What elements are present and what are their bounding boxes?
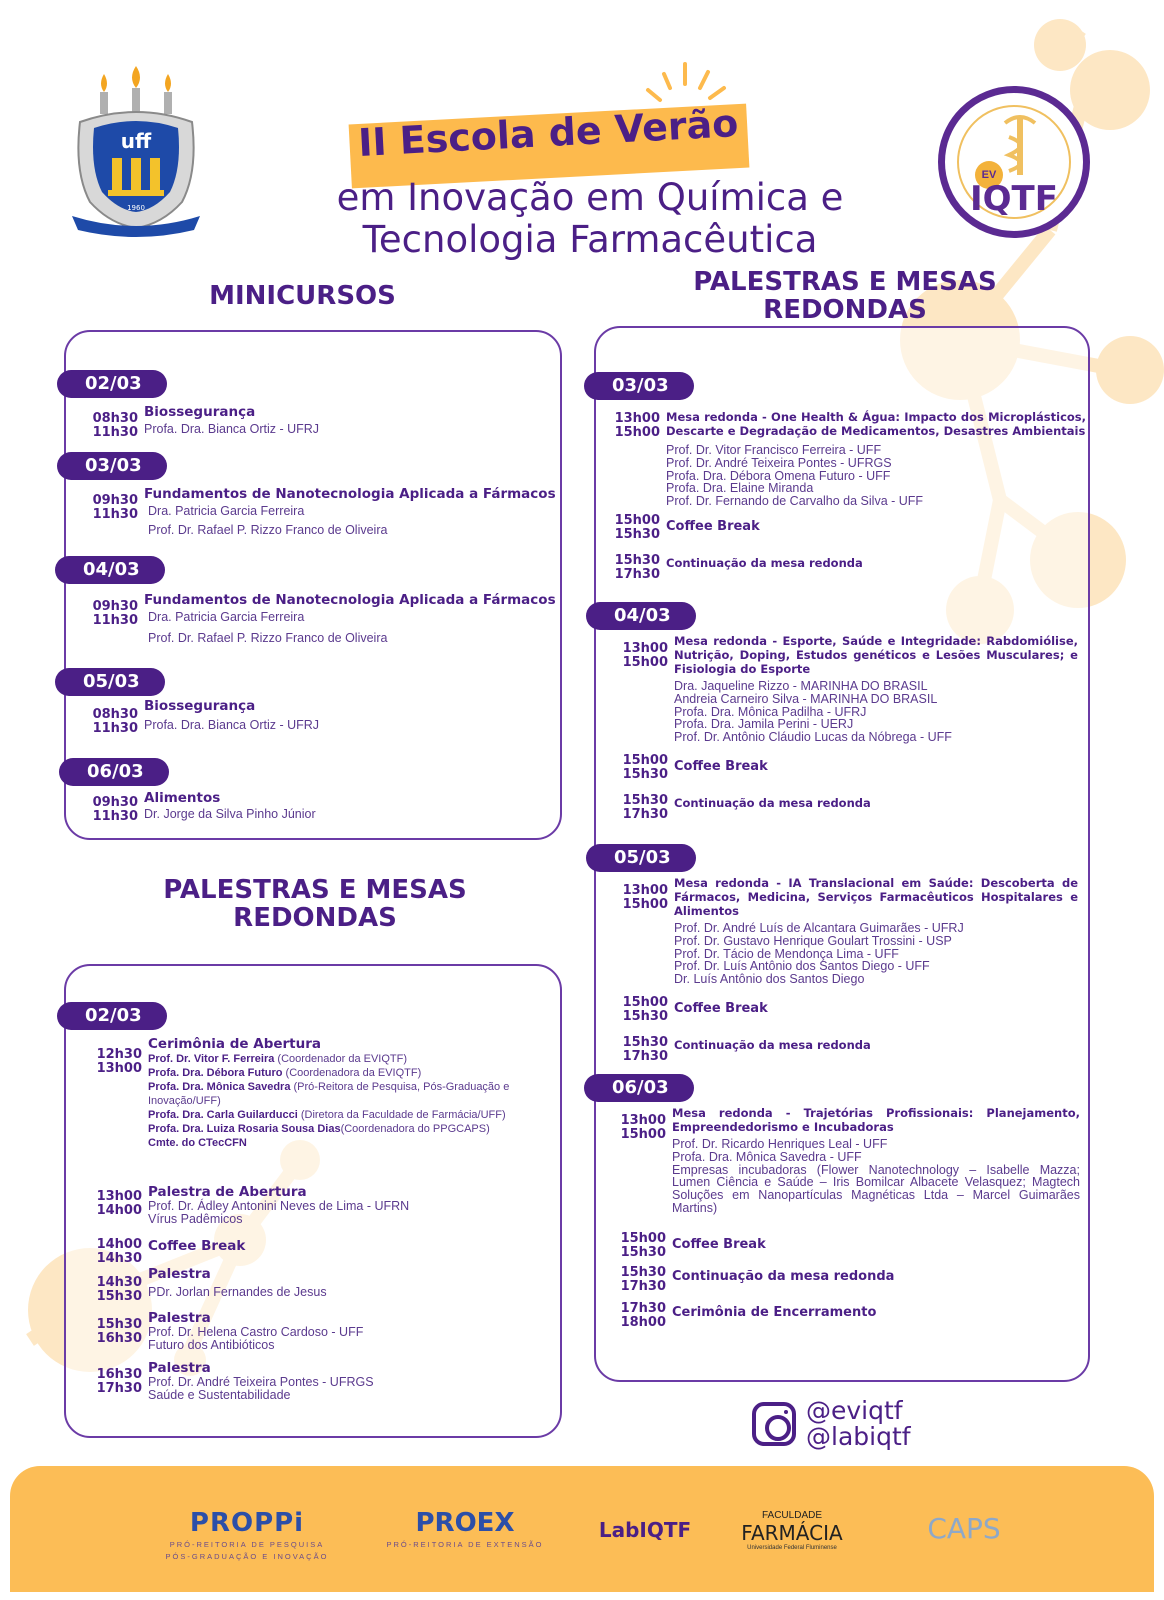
end-time: 15h30 (614, 527, 660, 542)
labiqtf-logo (590, 1518, 700, 1542)
start-time: 12h30 (96, 1047, 142, 1062)
speaker: Prof. Dr. André Luís de Alcantara Guimarães - UFRJ (674, 921, 964, 935)
palestra-line: Saúde e Sustentabilidade (148, 1388, 291, 1402)
end-time: 11h30 (92, 507, 138, 522)
proppi-name: PROPPi (189, 1508, 305, 1538)
minicurso-date-pill: 05/03 (55, 668, 165, 696)
iqtf-logo-text: IQTF (970, 179, 1058, 219)
speaker: Prof. Dr. Fernando de Carvalho da Silva - UFF (666, 494, 924, 509)
palestras-left-heading (150, 876, 480, 932)
event-title (280, 80, 900, 261)
ev-badge: EV (975, 161, 1003, 189)
end-time: 15h30 (620, 1245, 666, 1260)
proex-name: PROEX (415, 1508, 515, 1538)
speaker: Prof. Dr. Ricardo Henriques Leal - UFF (672, 1137, 888, 1151)
minicurso-date-pill: 02/03 (57, 370, 167, 398)
start-time: 15h00 (622, 995, 668, 1010)
iqtf-logo (938, 86, 1090, 238)
end-time: 17h30 (614, 567, 660, 582)
end-time: 15h00 (614, 425, 660, 440)
start-time: 17h30 (620, 1301, 666, 1316)
end-time: 15h00 (622, 655, 668, 670)
uff-logo-text: uff (120, 129, 152, 153)
social-handles (748, 1396, 968, 1452)
faculdade-farmacia-logo (732, 1510, 852, 1551)
speaker: Dr. Luís Antônio dos Santos Diego (674, 972, 865, 987)
farmacia-sub: Universidade Federal Fluminense (747, 1545, 837, 1551)
palestra-date-pill: 02/03 (57, 1002, 167, 1030)
continuation-title: Continuação da mesa redonda (674, 1038, 871, 1052)
instagram-handle-labiqtf[interactable]: @labiqtf (806, 1422, 911, 1451)
minicurso-date-pill: 06/03 (59, 758, 169, 786)
palestras-right-heading-line1: PALESTRAS E MESAS (693, 267, 997, 297)
start-time: 15h30 (614, 553, 660, 568)
speaker: Dra. Jaqueline Rizzo - MARINHA DO BRASIL (674, 679, 928, 693)
start-time: 08h30 (92, 411, 138, 426)
end-time: 15h00 (620, 1127, 666, 1142)
coffee-break-title: Coffee Break (666, 519, 760, 534)
mesa-speakers (674, 680, 1078, 744)
start-time: 14h00 (96, 1237, 142, 1252)
start-time: 16h30 (96, 1367, 142, 1382)
sponsors-footer (10, 1466, 1154, 1592)
speaker: Profa. Dra. Débora Omena Futuro - UFF (666, 468, 891, 483)
end-time: 14h00 (96, 1203, 142, 1218)
proppi-logo (162, 1508, 332, 1562)
start-time: 15h30 (96, 1317, 142, 1332)
palestra-title: Palestra (148, 1360, 211, 1376)
start-time: 09h30 (92, 795, 138, 810)
start-time: 13h00 (96, 1189, 142, 1204)
proex-subtitle: PRÓ-REITORIA DE EXTENSÃO (386, 1540, 544, 1549)
end-time: 17h30 (620, 1279, 666, 1294)
opening-person: Profa. Dra. Luiza Rosaria Sousa Dias(Coordenadora do PPGCAPS) (148, 1123, 490, 1135)
end-time: 11h30 (92, 613, 138, 628)
minicurso-instructor: Prof. Dr. Rafael P. Rizzo Franco de Oliveira (148, 631, 388, 645)
sun-icon (640, 58, 730, 108)
end-time: 11h30 (92, 809, 138, 824)
palestra-title: Palestra (148, 1310, 211, 1326)
minicurso-date-pill: 03/03 (57, 452, 167, 480)
speaker: Prof. Dr. Antônio Cláudio Lucas da Nóbrega - UFF (674, 730, 952, 745)
start-time: 15h30 (620, 1265, 666, 1280)
palestra-line: Futuro dos Antibióticos (148, 1338, 275, 1352)
instagram-icon[interactable] (752, 1402, 796, 1446)
uff-logo-year: 1960 (127, 204, 145, 212)
speaker: Prof. Dr. Tácio de Mendonça Lima - UFF (674, 946, 899, 961)
palestras-left-heading-line1: PALESTRAS E MESAS (163, 875, 467, 905)
start-time: 13h00 (614, 411, 660, 426)
palestra-date-pill: 05/03 (586, 844, 696, 872)
speaker: Andreia Carneiro Silva - MARINHA DO BRASIL (674, 691, 938, 706)
start-time: 09h30 (92, 599, 138, 614)
start-time: 13h00 (622, 883, 668, 898)
end-time: 13h00 (96, 1061, 142, 1076)
start-time: 14h30 (96, 1275, 142, 1290)
continuation-title: Continuação da mesa redonda (666, 556, 863, 570)
minicurso-instructor: Profa. Dra. Bianca Ortiz - UFRJ (144, 422, 320, 436)
palestra-date-pill: 06/03 (584, 1074, 694, 1102)
minicursos-heading: MINICURSOS (209, 281, 396, 311)
speaker: Profa. Dra. Jamila Perini - UERJ (674, 717, 854, 732)
end-time: 16h30 (96, 1331, 142, 1346)
mesa-speakers (666, 444, 1086, 508)
palestra-date-pill: 03/03 (584, 372, 694, 400)
instagram-handle-eviqtf[interactable]: @eviqtf (806, 1396, 903, 1425)
end-time: 15h30 (622, 1009, 668, 1024)
farmacia-top: FACULDADE (761, 1510, 822, 1521)
palestra-line: Prof. Dr. Helena Castro Cardoso - UFF (148, 1325, 364, 1339)
minicurso-title: Fundamentos de Nanotecnologia Aplicada a Fármacos (144, 592, 556, 608)
end-time: 17h30 (622, 807, 668, 822)
end-time: 11h30 (92, 721, 138, 736)
caps-logo (904, 1512, 1024, 1545)
title-main: II Escola de Verão (357, 101, 740, 165)
speaker: Prof. Dr. Vitor Francisco Ferreira - UFF (666, 443, 882, 457)
mesa-speakers (672, 1138, 1080, 1215)
palestra-line: Prof. Dr. André Teixeira Pontes - UFRGS (148, 1375, 374, 1389)
speaker: Prof. Dr. Luís Antônio dos Santos Diego - UFF (674, 959, 930, 974)
coffee-break-title: Coffee Break (674, 1001, 768, 1016)
proppi-subtitle2: PÓS-GRADUAÇÃO E INOVAÇÃO (165, 1552, 329, 1561)
opening-person: Profa. Dra. Débora Futuro (Coordenadora da EVIQTF) (148, 1067, 422, 1079)
start-time: 15h30 (622, 793, 668, 808)
speaker: Profa. Dra. Mônica Padilha - UFRJ (674, 704, 867, 719)
minicurso-title: Fundamentos de Nanotecnologia Aplicada a Fármacos (144, 486, 556, 502)
minicurso-instructor: Prof. Dr. Rafael P. Rizzo Franco de Oliveira (148, 523, 388, 537)
uff-logo (66, 66, 206, 241)
labiqtf-name: LabIQTF (598, 1518, 692, 1542)
palestra-line: Vírus Padêmicos (148, 1212, 243, 1226)
end-time: 17h30 (96, 1381, 142, 1396)
closing-title: Cerimônia de Encerramento (672, 1305, 877, 1320)
coffee-break-title: Coffee Break (148, 1238, 246, 1254)
opening-person: Profa. Dra. Carla Guilarducci (Diretora da Faculdade de Farmácia/UFF) (148, 1109, 506, 1121)
coffee-break-title: Coffee Break (674, 759, 768, 774)
end-time: 17h30 (622, 1049, 668, 1064)
palestra-line: PDr. Jorlan Fernandes de Jesus (148, 1285, 327, 1299)
mesa-title: Mesa redonda - Esporte, Saúde e Integridade: Rabdomiólise, Nutrição, Doping, Estudos genéticos e Lesões Musculares; e Fisiologia do Esporte (674, 634, 1078, 676)
start-time: 08h30 (92, 707, 138, 722)
palestras-left-heading-line2: REDONDAS (233, 903, 397, 933)
minicurso-title: Biossegurança (144, 698, 256, 714)
farmacia-name: FARMÁCIA (741, 1521, 843, 1545)
title-subtitle-line2: Tecnologia Farmacêutica (362, 218, 818, 261)
palestra-line: Prof. Dr. Ádley Antonini Neves de Lima - UFRN (148, 1199, 410, 1213)
end-time: 11h30 (92, 425, 138, 440)
opening-person: Prof. Dr. Vitor F. Ferreira (Coordenador da EVIQTF) (148, 1053, 408, 1065)
caps-name: CAPS (927, 1512, 1001, 1545)
palestras-right-heading (680, 268, 1010, 324)
mesa-speakers (674, 922, 1078, 986)
start-time: 15h30 (622, 1035, 668, 1050)
start-time: 15h00 (622, 753, 668, 768)
palestra-title: Palestra (148, 1266, 211, 1282)
mesa-title: Mesa redonda - One Health & Água: Impacto dos Microplásticos, Descarte e Degradação de Medicamentos, Desastres Ambientais (666, 410, 1086, 438)
end-time: 18h00 (620, 1315, 666, 1330)
minicurso-instructor: Dr. Jorge da Silva Pinho Júnior (144, 807, 316, 821)
minicurso-title: Biossegurança (144, 404, 256, 420)
start-time: 15h00 (614, 513, 660, 528)
proppi-subtitle1: PRÓ-REITORIA DE PESQUISA (169, 1540, 325, 1549)
speaker: Profa. Dra. Elaine Miranda (666, 481, 814, 496)
minicurso-instructor: Dra. Patricia Garcia Ferreira (148, 610, 305, 624)
start-time: 13h00 (622, 641, 668, 656)
palestra-date-pill: 04/03 (586, 602, 696, 630)
opening-person: Profa. Dra. Mônica Savedra (Pró-Reitora de Pesquisa, Pós-Graduação e Inovação/UFF) (148, 1081, 510, 1107)
proex-logo (380, 1508, 550, 1549)
start-time: 13h00 (620, 1113, 666, 1128)
minicurso-instructor: Profa. Dra. Bianca Ortiz - UFRJ (144, 718, 320, 732)
end-time: 14h30 (96, 1251, 142, 1266)
end-time: 15h30 (96, 1289, 142, 1304)
palestra-title: Palestra de Abertura (148, 1184, 307, 1200)
mesa-title: Mesa redonda - IA Translacional em Saúde: Descoberta de Fármacos, Medicina, Serviços Farmacêuticos Hospitalares e Alimentos (674, 876, 1078, 918)
minicurso-date-pill: 04/03 (55, 556, 165, 584)
end-time: 15h00 (622, 897, 668, 912)
speaker: Prof. Dr. André Teixeira Pontes - UFRGS (666, 455, 892, 470)
continuation-title: Continuação da mesa redonda (674, 796, 871, 810)
start-time: 09h30 (92, 493, 138, 508)
minicurso-title: Alimentos (144, 790, 221, 806)
start-time: 15h00 (620, 1231, 666, 1246)
opening-title: Cerimônia de Abertura (148, 1036, 322, 1052)
minicurso-instructor: Dra. Patricia Garcia Ferreira (148, 504, 305, 518)
speaker: Profa. Dra. Mônica Savedra - UFF (672, 1149, 862, 1164)
opening-person: Cmte. do CTecCFN (148, 1137, 247, 1149)
palestras-right-heading-line2: REDONDAS (763, 295, 927, 325)
coffee-break-title: Coffee Break (672, 1237, 766, 1252)
continuation-title: Continuação da mesa redonda (672, 1269, 895, 1284)
speaker: Empresas incubadoras (Flower Nanotechnology – Isabelle Mazza; Lumen Ciência e Saúde – Iris Bomilcar Albacete Velasquez; Magtech Soluções em Nanopartículas Magnéticas Ltda – Marcel Guimarães Martins) (672, 1162, 1080, 1215)
mesa-title: Mesa redonda - Trajetórias Profissionais: Planejamento, Empreendedorismo e Incubadoras (672, 1106, 1080, 1134)
end-time: 15h30 (622, 767, 668, 782)
title-subtitle-line1: em Inovação em Química e (336, 176, 844, 219)
speaker: Prof. Dr. Gustavo Henrique Goulart Trossini - USP (674, 933, 952, 948)
